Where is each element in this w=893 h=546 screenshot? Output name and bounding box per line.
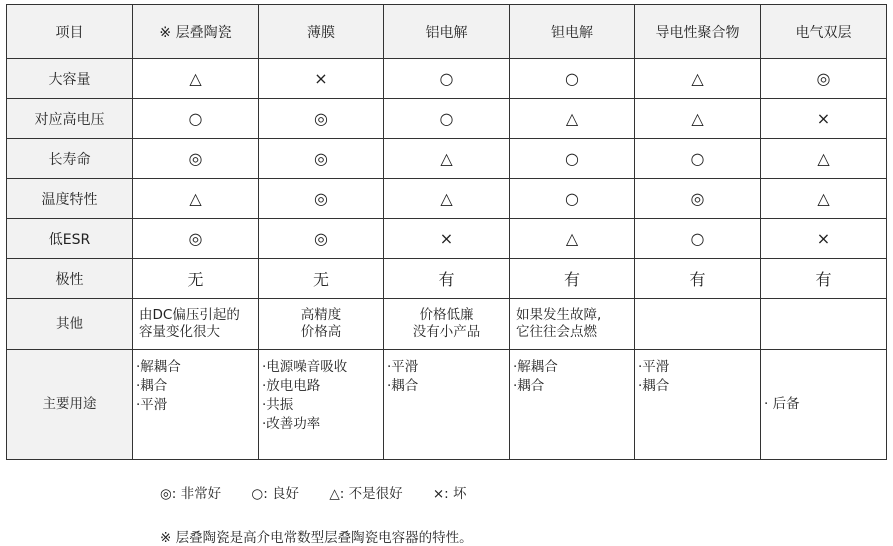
rating-cell: △ (133, 179, 259, 219)
rating-cell: 有 (510, 259, 635, 299)
rating-cell: △ (761, 139, 887, 179)
rating-cell: × (384, 219, 510, 259)
use-cell (259, 350, 384, 460)
rating-cell: ○ (510, 179, 635, 219)
row-label: 大容量 (7, 59, 133, 99)
note-line: 它往往会点燃 (516, 324, 597, 340)
rating-cell: ○ (635, 219, 761, 259)
use-line: ·平滑 (638, 359, 670, 375)
use-line: ·共振 (262, 397, 294, 413)
rating-cell: 有 (384, 259, 510, 299)
legend-item: ○: 良好 (251, 486, 300, 502)
row-label: 低ESR (7, 219, 133, 259)
note-line: 由DC偏压引起的 (139, 307, 240, 323)
rating-cell: ○ (510, 139, 635, 179)
header-cell: ※ 层叠陶瓷 (133, 5, 259, 59)
table-row-uses (7, 350, 887, 460)
note-line: 容量变化很大 (139, 324, 220, 340)
use-line: ·耦合 (638, 378, 670, 394)
row-label: 其他 (7, 299, 133, 350)
table-row (7, 219, 887, 259)
rating-cell: △ (635, 99, 761, 139)
legend-item: △: 不是很好 (329, 486, 403, 502)
use-line: ·耦合 (513, 378, 545, 394)
rating-cell: × (761, 99, 887, 139)
table-row (7, 259, 887, 299)
note-line: 价格高 (300, 324, 342, 340)
row-label: 极性 (7, 259, 133, 299)
table-row (7, 99, 887, 139)
header-cell: 钽电解 (510, 5, 635, 59)
note-line: 高精度 (300, 307, 342, 323)
rating-cell: × (259, 59, 384, 99)
header-cell: 电气双层 (761, 5, 887, 59)
note-line: 如果发生故障, (516, 307, 602, 323)
rating-cell: △ (510, 219, 635, 259)
note-line: 价格低廉 (419, 307, 474, 323)
table-row-other (7, 299, 887, 350)
use-cell (635, 350, 761, 460)
rating-cell: 有 (761, 259, 887, 299)
footnote: ※ 层叠陶瓷是高介电常数型层叠陶瓷电容器的特性。 (160, 530, 473, 546)
capacitor-comparison-table (6, 4, 887, 460)
rating-cell: 无 (259, 259, 384, 299)
row-label: 对应高电压 (7, 99, 133, 139)
header-cell: 薄膜 (259, 5, 384, 59)
header-cell: 导电性聚合物 (635, 5, 761, 59)
row-label: 温度特性 (7, 179, 133, 219)
legend-item: ◎: 非常好 (160, 486, 222, 502)
use-line: ·平滑 (136, 397, 168, 413)
note-cell (510, 299, 635, 350)
rating-cell: ◎ (133, 219, 259, 259)
table-row (7, 59, 887, 99)
note-cell (133, 299, 259, 350)
rating-cell: ◎ (259, 179, 384, 219)
table-row (7, 179, 887, 219)
rating-cell: × (761, 219, 887, 259)
table-row (7, 139, 887, 179)
note-cell (384, 299, 510, 350)
rating-cell: ◎ (259, 99, 384, 139)
rating-cell: △ (761, 179, 887, 219)
rating-cell: ◎ (133, 139, 259, 179)
use-line: ·耦合 (136, 378, 168, 394)
rating-cell: ◎ (635, 179, 761, 219)
rating-cell: △ (133, 59, 259, 99)
use-line: ·解耦合 (136, 359, 181, 375)
rating-cell: ◎ (259, 219, 384, 259)
note-line: 没有小产品 (412, 324, 481, 340)
use-cell (510, 350, 635, 460)
legend (160, 482, 493, 502)
use-cell (133, 350, 259, 460)
rating-cell: ○ (384, 99, 510, 139)
rating-cell: 有 (635, 259, 761, 299)
rating-cell: ○ (133, 99, 259, 139)
note-cell (259, 299, 384, 350)
rating-cell: ○ (384, 59, 510, 99)
use-line: ·放电电路 (262, 378, 321, 394)
rating-cell: △ (384, 179, 510, 219)
header-cell: 项目 (7, 5, 133, 59)
rating-cell: ○ (510, 59, 635, 99)
use-line: ·平滑 (387, 359, 419, 375)
rating-cell: 无 (133, 259, 259, 299)
row-label: 长寿命 (7, 139, 133, 179)
use-line: ·电源噪音吸收 (262, 359, 348, 375)
use-cell (761, 350, 887, 460)
legend-item: ×: 坏 (432, 486, 467, 502)
rating-cell: ◎ (259, 139, 384, 179)
header-row (7, 5, 887, 59)
note-cell (761, 299, 887, 350)
use-line: ·改善功率 (262, 416, 321, 432)
use-line: ·耦合 (387, 378, 419, 394)
header-cell: 铝电解 (384, 5, 510, 59)
rating-cell: ○ (635, 139, 761, 179)
use-line: · 后备 (764, 396, 800, 412)
use-cell (384, 350, 510, 460)
rating-cell: △ (510, 99, 635, 139)
note-cell (635, 299, 761, 350)
rating-cell: ◎ (761, 59, 887, 99)
row-label: 主要用途 (7, 350, 133, 460)
rating-cell: △ (384, 139, 510, 179)
rating-cell: △ (635, 59, 761, 99)
use-line: ·解耦合 (513, 359, 558, 375)
